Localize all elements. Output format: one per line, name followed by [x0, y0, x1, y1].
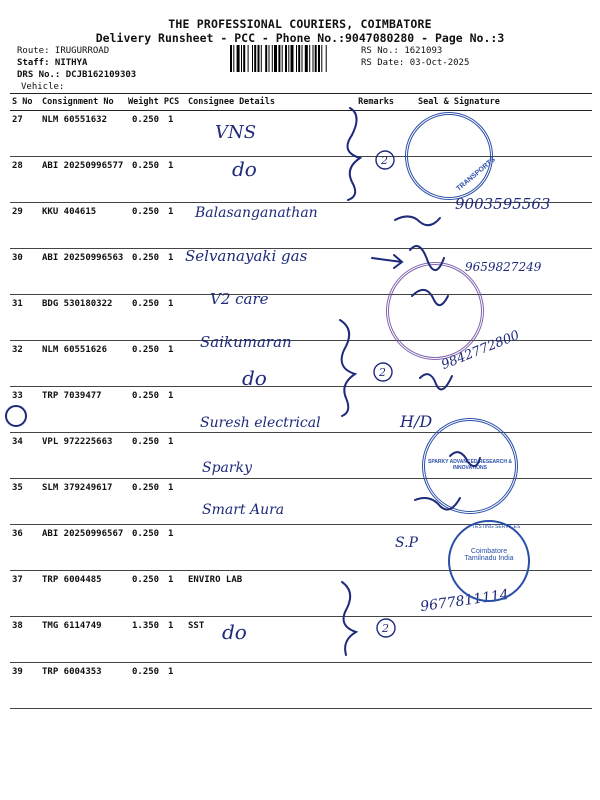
- consignment-cell: ABI 20250996577: [40, 157, 126, 203]
- sno-cell: 37: [10, 571, 40, 617]
- barcode-bar: [291, 45, 294, 72]
- hw-r32: Saikumaran: [200, 333, 292, 351]
- consignee-cell: ENVIRO LAB: [186, 571, 344, 617]
- weight-cell: 0.250: [126, 203, 174, 249]
- barcode-bar: [254, 45, 256, 72]
- barcode-bar: [326, 45, 327, 72]
- stamp-purple: [386, 262, 484, 360]
- consignment-cell: TMG 6114749: [40, 617, 126, 663]
- pcs-cell: 1: [166, 249, 178, 295]
- remarks-cell: [344, 479, 396, 525]
- pcs-cell: 1: [166, 479, 178, 525]
- barcode: [230, 45, 356, 72]
- table-row: [10, 617, 592, 663]
- hw-r27: VNS: [215, 122, 257, 143]
- barcode-bar: [313, 45, 314, 72]
- hw-r29: Balasanganathan: [195, 205, 318, 221]
- rs-date-text: RS Date: 03-Oct-2025: [361, 58, 470, 68]
- pcs-cell: 1: [166, 341, 178, 387]
- sno-cell: 35: [10, 479, 40, 525]
- hw-r31: V2 care: [210, 290, 269, 308]
- col-consignment: Consignment No: [40, 94, 126, 111]
- hw-r30-sig: 9659827249: [465, 260, 542, 274]
- mark-3: 2: [382, 622, 389, 635]
- table-row: [10, 111, 592, 157]
- runsheet-subtitle: Delivery Runsheet - PCC - Phone No.:9047080280 - Page No.:3: [95, 31, 505, 45]
- weight-cell: 1.350: [126, 617, 174, 663]
- barcode-bar: [278, 45, 280, 72]
- pcs-cell: 1: [166, 617, 178, 663]
- pcs-cell: 1: [166, 295, 178, 341]
- barcode-bar: [269, 45, 270, 72]
- weight-cell: 0.250: [126, 111, 174, 157]
- pcs-cell: 1: [166, 663, 178, 709]
- hw-r34-sig: H/D: [400, 412, 433, 431]
- weight-cell: 0.250: [126, 571, 174, 617]
- barcode-bar: [296, 45, 297, 72]
- pcs-cell: 1: [166, 203, 178, 249]
- barcode-bar: [274, 45, 277, 72]
- consignment-cell: NLM 60551632: [40, 111, 126, 157]
- barcode-bar: [248, 45, 249, 72]
- barcode-bar: [315, 45, 317, 72]
- pcs-cell: 1: [166, 387, 178, 433]
- table-header-row: [10, 94, 592, 111]
- stamp-sparky-text: SPARKY ADVANCED RESEARCH & INNOVATIONS: [428, 459, 512, 471]
- stamp-enviro: [448, 520, 530, 602]
- meta-right: [361, 45, 469, 69]
- barcode-bar: [288, 45, 289, 72]
- weight-cell: 0.250: [126, 249, 174, 295]
- hw-r33: do: [242, 366, 267, 390]
- barcode-bar: [318, 45, 320, 72]
- weight-cell: 0.250: [126, 663, 174, 709]
- hw-r34: Suresh electrical: [200, 415, 321, 431]
- barcode-bar: [298, 45, 300, 72]
- sno-cell: 28: [10, 157, 40, 203]
- consignee-cell: [186, 111, 344, 157]
- barcode-bar: [302, 45, 303, 72]
- pcs-cell: 1: [166, 433, 178, 479]
- barcode-bar: [243, 45, 245, 72]
- seal-cell: [396, 617, 592, 663]
- remarks-cell: [344, 387, 396, 433]
- barcode-bar: [265, 45, 267, 72]
- hw-r39: do: [222, 620, 247, 644]
- hw-r35: Sparky: [202, 460, 252, 476]
- table-row: [10, 663, 592, 709]
- rs-no-text: RS No.: 1621093: [361, 46, 443, 56]
- barcode-bar: [282, 45, 283, 72]
- sno-cell: 30: [10, 249, 40, 295]
- consignment-cell: VPL 972225663: [40, 433, 126, 479]
- hw-r38-sig: 9677811114: [419, 586, 510, 616]
- hw-r28: do: [232, 157, 257, 181]
- remarks-cell: [344, 341, 396, 387]
- weight-cell: 0.250: [126, 341, 174, 387]
- remarks-cell: [344, 571, 396, 617]
- remarks-cell: [344, 525, 396, 571]
- sno-cell: 27: [10, 111, 40, 157]
- runsheet-table: [10, 93, 592, 709]
- barcode-bar: [261, 45, 262, 72]
- consignee-cell: [186, 157, 344, 203]
- barcode-bar: [321, 45, 322, 72]
- route-text: Route: IRUGURROAD: [17, 46, 110, 56]
- pcs-cell: 1: [166, 525, 178, 571]
- weight-cell: 0.250: [126, 157, 174, 203]
- weight-cell: 0.250: [126, 387, 174, 433]
- sno-cell: 33: [10, 387, 40, 433]
- barcode-bar: [272, 45, 273, 72]
- sno-cell: 29: [10, 203, 40, 249]
- remarks-cell: [344, 433, 396, 479]
- barcode-bar: [230, 45, 232, 72]
- consignment-cell: ABI 20250996567: [40, 525, 126, 571]
- consignment-cell: ABI 20250996563: [40, 249, 126, 295]
- col-remarks: Remarks: [344, 94, 396, 111]
- hw-r33-sig: 9842772800: [439, 328, 522, 373]
- company-title: THE PROFESSIONAL COURIERS, COIMBATORE: [168, 17, 432, 31]
- sno-cell: 34: [10, 433, 40, 479]
- consignee-cell: [186, 663, 344, 709]
- sno-cell: 36: [10, 525, 40, 571]
- sno-cell: 39: [10, 663, 40, 709]
- consignment-cell: TRP 7039477: [40, 387, 126, 433]
- remarks-cell: [344, 663, 396, 709]
- consignment-cell: BDG 530180322: [40, 295, 126, 341]
- stamp-enviro-ring: TESTING SERVICES: [472, 524, 521, 530]
- meta-left: [17, 45, 136, 93]
- seal-cell: [396, 663, 592, 709]
- consignment-cell: TRP 6004353: [40, 663, 126, 709]
- drs-text: DRS No.: DCJB162109303: [17, 70, 137, 80]
- remarks-cell: [344, 203, 396, 249]
- remarks-cell: [344, 249, 396, 295]
- barcode-bar: [258, 45, 260, 72]
- col-seal: Seal & Signature: [396, 94, 592, 111]
- weight-cell: 0.250: [126, 479, 174, 525]
- hw-r30: Selvanayaki gas: [185, 247, 308, 265]
- barcode-bar: [237, 45, 240, 72]
- stamp-transports: [405, 112, 497, 200]
- remarks-cell: [344, 157, 396, 203]
- consignment-cell: SLM 379249617: [40, 479, 126, 525]
- consignment-cell: KKU 404615: [40, 203, 126, 249]
- sno-cell: 31: [10, 295, 40, 341]
- remarks-cell: [344, 111, 396, 157]
- barcode-bar: [305, 45, 308, 72]
- weight-cell: 0.250: [126, 295, 174, 341]
- hw-r29-sig: 9003595563: [455, 195, 551, 213]
- barcode-bar: [241, 45, 242, 72]
- barcode-bar: [285, 45, 287, 72]
- stamp-enviro-text: Coimbatore Tamilnadu India: [464, 548, 514, 562]
- mark-1: 2: [381, 154, 388, 167]
- consignee-cell: [186, 525, 344, 571]
- stamp-sparky: [422, 418, 518, 514]
- weight-cell: 0.250: [126, 525, 174, 571]
- mark-2: 2: [379, 366, 386, 379]
- barcode-bar: [252, 45, 253, 72]
- hw-r36: Smart Aura: [202, 502, 285, 518]
- hw-r37-sig: S.P: [395, 535, 418, 551]
- vehicle-text: Vehicle:: [21, 82, 65, 92]
- col-sno: S No: [10, 94, 40, 111]
- consignment-cell: NLM 60551626: [40, 341, 126, 387]
- staff-text: Staff: NITHYA: [17, 58, 88, 68]
- pcs-cell: 1: [166, 111, 178, 157]
- sno-cell: 32: [10, 341, 40, 387]
- pcs-cell: 1: [166, 157, 178, 203]
- sno-cell: 38: [10, 617, 40, 663]
- pcs-cell: 1: [166, 571, 178, 617]
- consignment-cell: TRP 6004485: [40, 571, 126, 617]
- consignee-cell: SST: [186, 617, 344, 663]
- stamp-transports-text: TRANSPORTS: [455, 156, 497, 193]
- weight-cell: 0.250: [126, 433, 174, 479]
- col-weight: Weight PCS: [126, 94, 174, 111]
- col-consignee: Consignee Details: [186, 94, 344, 111]
- remarks-cell: [344, 617, 396, 663]
- barcode-bar: [309, 45, 310, 72]
- barcode-bar: [233, 45, 234, 72]
